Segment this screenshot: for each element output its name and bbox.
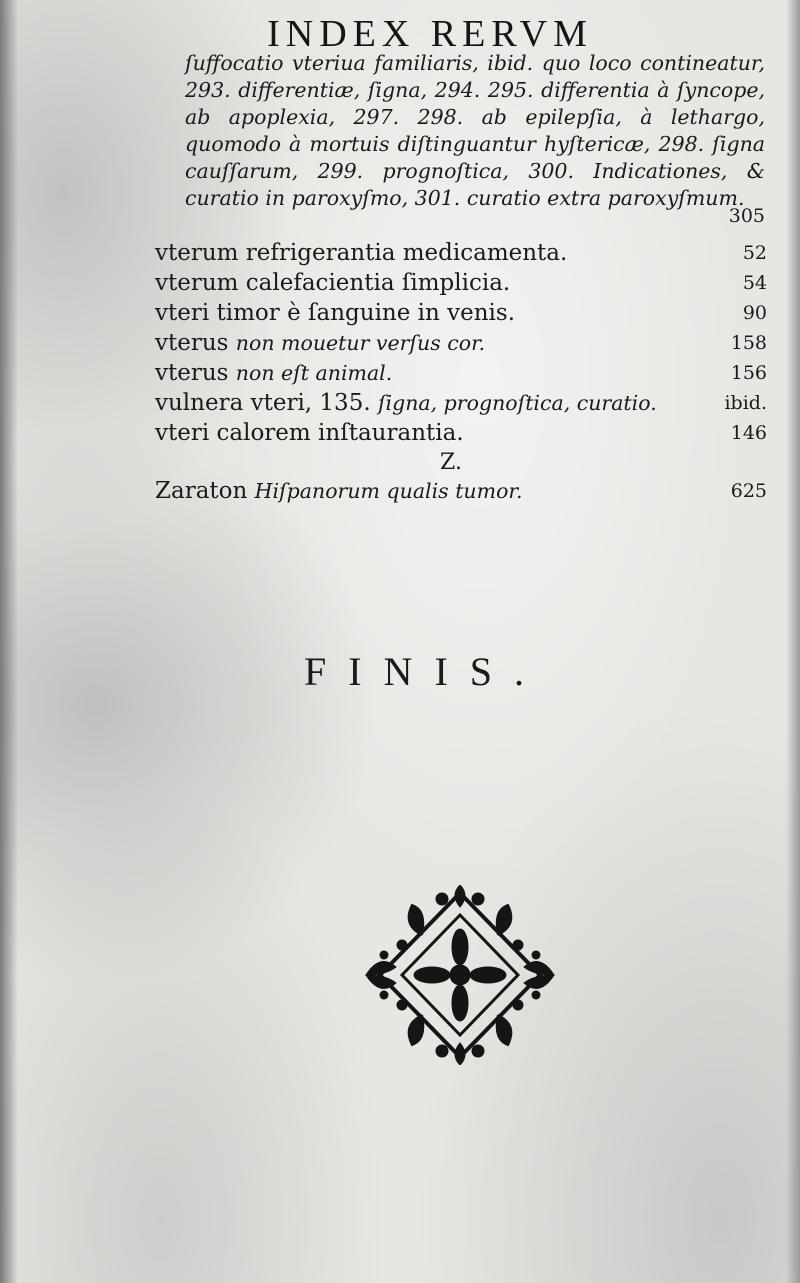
entry-page-number: 52 (742, 242, 767, 264)
entry-text: vteri calorem inſtaurantia. (155, 420, 464, 446)
entry-text: vterus (155, 330, 236, 356)
section-letter: Z. (440, 450, 462, 475)
index-entry (155, 268, 767, 298)
entry-page-number: 146 (730, 422, 767, 444)
index-entry (155, 388, 767, 418)
entry-text-italic: non eſt animal. (235, 361, 393, 385)
entry-text: vterum calefacientia ſimplicia. (155, 270, 511, 296)
entry-text-italic: ſigna, prognoſtica, curatio. (377, 391, 657, 415)
entry-page-number: 90 (742, 302, 767, 324)
entry-text: vterus (155, 360, 236, 386)
index-entry (155, 418, 767, 448)
entry-text: Zaraton (155, 478, 255, 504)
entry-page-number: 158 (730, 332, 767, 354)
entry-text: vterum refrigerantia medicamenta. (155, 240, 568, 266)
running-header: INDEX RERVM (267, 13, 593, 55)
index-entries (155, 50, 767, 506)
index-entry (155, 298, 767, 328)
index-entry (155, 328, 767, 358)
entry-text-italic: Hiſpanorum qualis tumor. (254, 479, 523, 503)
index-entry (155, 238, 767, 268)
finis-heading: FINIS. (303, 649, 547, 694)
entry-text: vteri timor è ſanguine in venis. (155, 300, 516, 326)
entry-page-number: ibid. (724, 392, 767, 414)
page-edge-left (0, 0, 18, 1283)
entry-text: ſuffocatio vteriua familiaris, ibid. quo loco contineatur, 293. differentiæ, ſigna, 294. 295. differentia à ſyncope, ab apoplexia, 297. 298. ab epilepſia, à lethargo, quomodo à mortuis diſtinguantur hyſtericæ, 298. ſigna cauſſarum, 299. prognoſtica, 300. Indicationes, & curatio in paroxyſmo, 301. curatio extra paroxyſmum. (185, 51, 765, 210)
entry-page-number: 54 (742, 272, 767, 294)
entry-page-number: 625 (730, 480, 767, 502)
index-entry (155, 358, 767, 388)
entry-list (155, 238, 767, 506)
entry-page-number: 156 (730, 362, 767, 384)
entry-page-number: 305 (728, 205, 765, 227)
index-entry-suffocatio (185, 50, 765, 227)
entry-text-italic: non mouetur verſus cor. (235, 331, 486, 355)
printers-ornament-icon (362, 885, 558, 1065)
index-entry-zaraton (155, 476, 767, 506)
page-edge-right (786, 0, 800, 1283)
entry-text: vulnera vteri, 135. (155, 390, 378, 416)
